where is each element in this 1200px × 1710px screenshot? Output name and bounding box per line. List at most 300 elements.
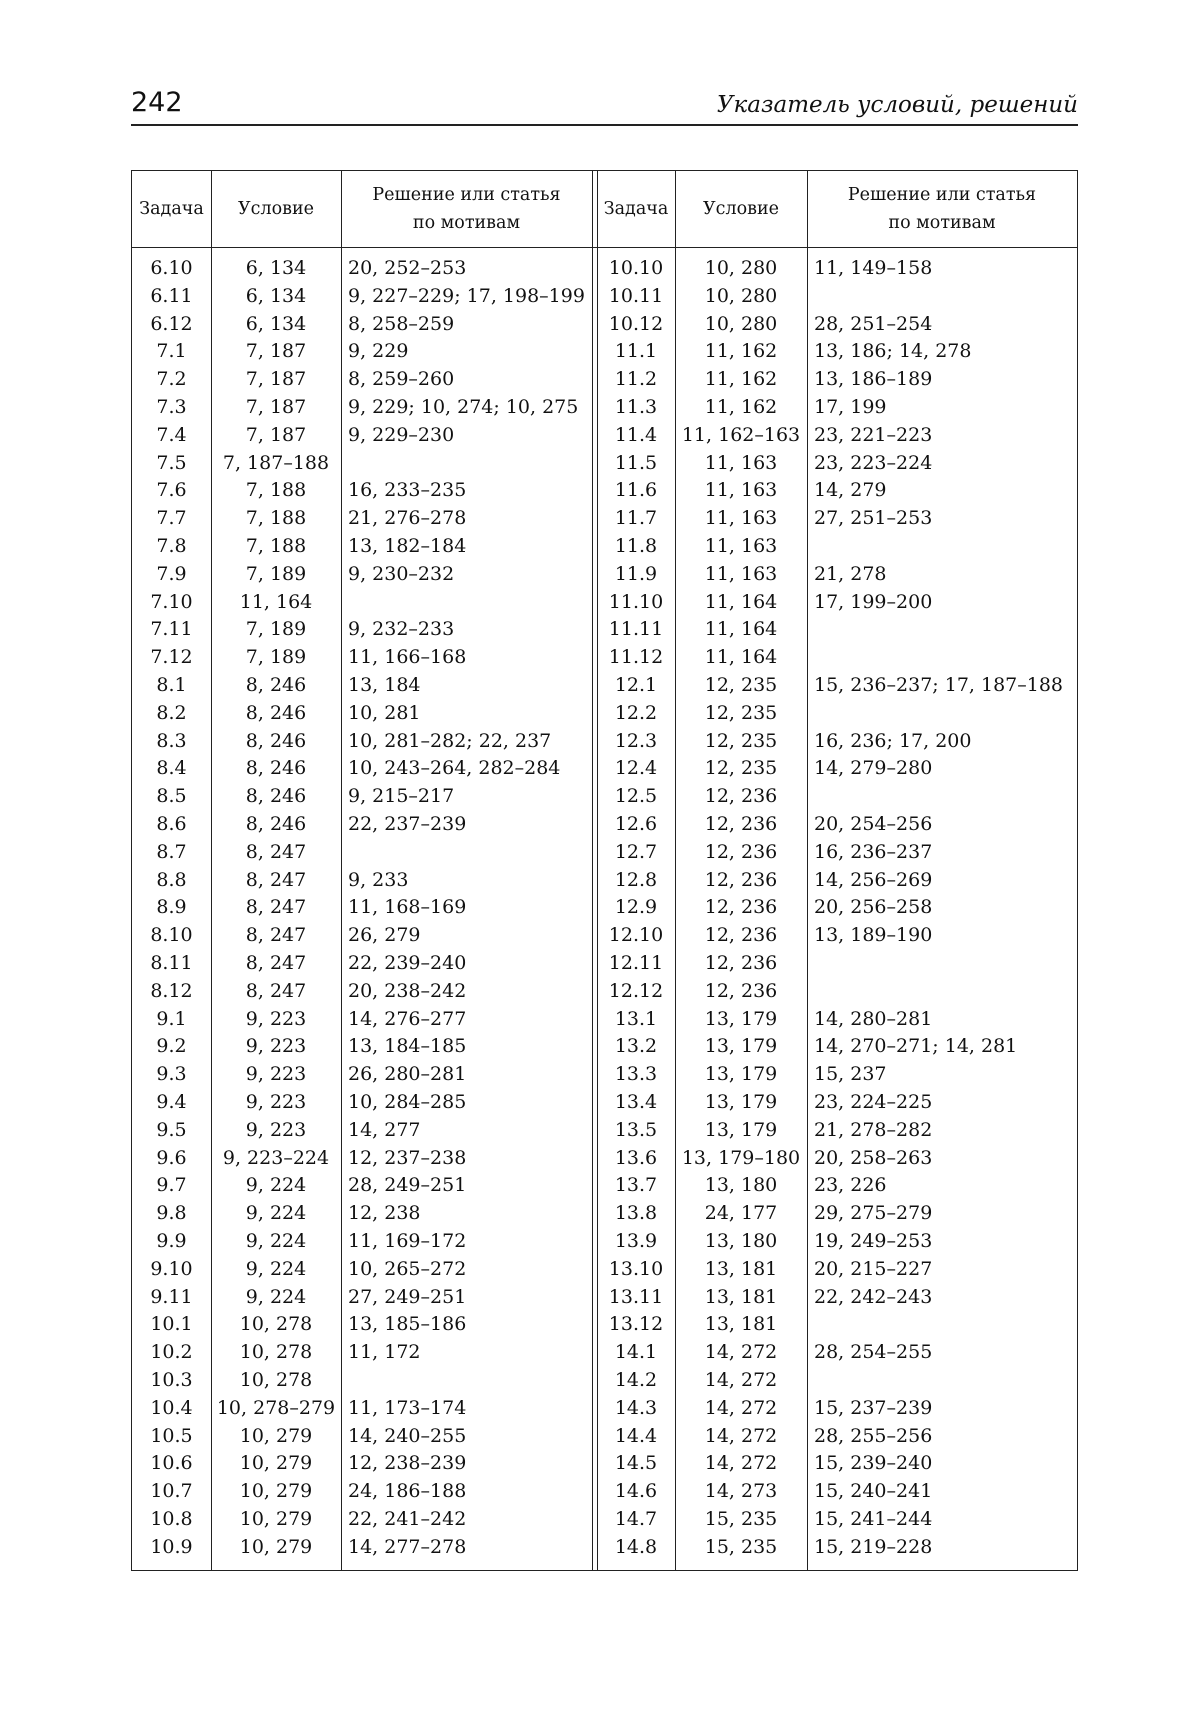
task-cell: 13.11: [597, 1284, 675, 1312]
table-row-right: [132, 1506, 1079, 1534]
solution-cell: 15, 239–240: [807, 1450, 1077, 1478]
table-row-right: [132, 644, 1079, 672]
task-cell: 8.3: [132, 728, 211, 756]
condition-cell: 8, 247: [211, 978, 341, 1006]
table-row-right: [132, 1423, 1079, 1451]
header-condition-right: Условие: [675, 171, 807, 247]
task-cell: 13.12: [597, 1311, 675, 1339]
solution-cell: 14, 277: [341, 1117, 592, 1145]
table-row-right: [132, 783, 1079, 811]
condition-cell: 13, 181: [675, 1311, 807, 1339]
condition-cell: 11, 164: [675, 589, 807, 617]
table-row-right: [132, 1284, 1079, 1312]
task-cell: 11.2: [597, 366, 675, 394]
condition-cell: 11, 162–163: [675, 422, 807, 450]
solution-cell: [807, 1311, 1077, 1339]
condition-cell: 8, 246: [211, 811, 341, 839]
task-cell: 7.4: [132, 422, 211, 450]
condition-cell: 9, 223: [211, 1089, 341, 1117]
condition-cell: 10, 278: [211, 1339, 341, 1367]
solution-cell: 23, 223–224: [807, 450, 1077, 478]
task-cell: 12.11: [597, 950, 675, 978]
solution-cell: 14, 280–281: [807, 1006, 1077, 1034]
table-row-right: [132, 283, 1079, 311]
solution-cell: 10, 281–282; 22, 237: [341, 728, 592, 756]
solution-cell: 10, 243–264, 282–284: [341, 755, 592, 783]
condition-cell: 12, 236: [675, 950, 807, 978]
table-row-right: [132, 1006, 1079, 1034]
solution-cell: 12, 238: [341, 1200, 592, 1228]
table-row-right: [132, 1367, 1079, 1395]
condition-cell: 12, 236: [675, 783, 807, 811]
condition-cell: 9, 223: [211, 1117, 341, 1145]
condition-cell: 11, 164: [675, 616, 807, 644]
solution-cell: 15, 240–241: [807, 1478, 1077, 1506]
solution-cell: 14, 279–280: [807, 755, 1077, 783]
task-cell: 10.10: [597, 255, 675, 283]
table-row-right: [132, 1033, 1079, 1061]
table-row-right: [132, 338, 1079, 366]
solution-cell: 24, 186–188: [341, 1478, 592, 1506]
condition-cell: 10, 279: [211, 1506, 341, 1534]
condition-cell: 9, 224: [211, 1200, 341, 1228]
task-cell: 14.6: [597, 1478, 675, 1506]
task-cell: 11.3: [597, 394, 675, 422]
page-header: [131, 86, 1078, 126]
solution-cell: 14, 279: [807, 477, 1077, 505]
solution-cell: 16, 233–235: [341, 477, 592, 505]
solution-cell: 9, 230–232: [341, 561, 592, 589]
task-cell: 11.7: [597, 505, 675, 533]
task-cell: 9.5: [132, 1117, 211, 1145]
solution-cell: 20, 252–253: [341, 255, 592, 283]
task-cell: 10.7: [132, 1478, 211, 1506]
task-cell: 7.7: [132, 505, 211, 533]
table-row-right: [132, 366, 1079, 394]
table-row-right: [132, 1117, 1079, 1145]
task-cell: 7.12: [132, 644, 211, 672]
solution-cell: 11, 169–172: [341, 1228, 592, 1256]
task-cell: 11.10: [597, 589, 675, 617]
solution-cell: 13, 185–186: [341, 1311, 592, 1339]
table-row-right: [132, 1172, 1079, 1200]
condition-cell: 8, 246: [211, 672, 341, 700]
table-row-right: [132, 922, 1079, 950]
solution-cell: [807, 616, 1077, 644]
solution-cell: 28, 251–254: [807, 311, 1077, 339]
condition-cell: 10, 278: [211, 1367, 341, 1395]
table-row-right: [132, 1339, 1079, 1367]
task-cell: 11.12: [597, 644, 675, 672]
task-cell: 10.1: [132, 1311, 211, 1339]
condition-cell: 8, 246: [211, 700, 341, 728]
table-row-right: [132, 1061, 1079, 1089]
condition-cell: 14, 273: [675, 1478, 807, 1506]
task-cell: 12.2: [597, 700, 675, 728]
task-cell: 7.11: [132, 616, 211, 644]
solution-cell: 11, 173–174: [341, 1395, 592, 1423]
table-row-right: [132, 1200, 1079, 1228]
task-cell: 7.6: [132, 477, 211, 505]
condition-cell: 13, 179: [675, 1006, 807, 1034]
condition-cell: 11, 163: [675, 533, 807, 561]
condition-cell: 13, 179–180: [675, 1145, 807, 1173]
condition-cell: 12, 236: [675, 894, 807, 922]
solution-cell: 13, 184–185: [341, 1033, 592, 1061]
solution-cell: 9, 229; 10, 274; 10, 275: [341, 394, 592, 422]
solution-cell: 26, 280–281: [341, 1061, 592, 1089]
solution-cell: [807, 978, 1077, 1006]
solution-cell: 14, 270–271; 14, 281: [807, 1033, 1077, 1061]
task-cell: 10.3: [132, 1367, 211, 1395]
task-cell: 7.9: [132, 561, 211, 589]
table-row-right: [132, 755, 1079, 783]
task-cell: 9.7: [132, 1172, 211, 1200]
task-cell: 7.5: [132, 450, 211, 478]
task-cell: 13.4: [597, 1089, 675, 1117]
solution-cell: 9, 227–229; 17, 198–199: [341, 283, 592, 311]
table-row-right: [132, 839, 1079, 867]
condition-cell: 12, 236: [675, 978, 807, 1006]
table-row-right: [132, 950, 1079, 978]
condition-cell: 9, 224: [211, 1284, 341, 1312]
task-cell: 10.4: [132, 1395, 211, 1423]
task-cell: 12.9: [597, 894, 675, 922]
condition-cell: 13, 180: [675, 1228, 807, 1256]
table-row-right: [132, 811, 1079, 839]
condition-cell: 11, 163: [675, 450, 807, 478]
task-cell: 8.8: [132, 867, 211, 895]
condition-cell: 11, 162: [675, 366, 807, 394]
task-cell: 13.3: [597, 1061, 675, 1089]
solution-cell: 20, 254–256: [807, 811, 1077, 839]
table-row-right: [132, 505, 1079, 533]
condition-cell: 7, 189: [211, 616, 341, 644]
index-table: [131, 170, 1078, 1571]
condition-cell: 9, 224: [211, 1228, 341, 1256]
solution-cell: 15, 237–239: [807, 1395, 1077, 1423]
condition-cell: 10, 278: [211, 1311, 341, 1339]
task-cell: 14.1: [597, 1339, 675, 1367]
condition-cell: 11, 163: [675, 505, 807, 533]
condition-cell: 11, 163: [675, 561, 807, 589]
solution-cell: [807, 783, 1077, 811]
solution-cell: 22, 239–240: [341, 950, 592, 978]
condition-cell: 9, 223–224: [211, 1145, 341, 1173]
table-row-right: [132, 1228, 1079, 1256]
task-cell: 8.9: [132, 894, 211, 922]
condition-cell: 8, 247: [211, 894, 341, 922]
table-row-right: [132, 1256, 1079, 1284]
task-cell: 8.2: [132, 700, 211, 728]
solution-cell: 10, 281: [341, 700, 592, 728]
solution-cell: [807, 1367, 1077, 1395]
condition-cell: 10, 279: [211, 1423, 341, 1451]
condition-cell: 11, 164: [675, 644, 807, 672]
solution-cell: 22, 241–242: [341, 1506, 592, 1534]
solution-cell: 16, 236–237: [807, 839, 1077, 867]
solution-cell: 12, 238–239: [341, 1450, 592, 1478]
task-cell: 9.11: [132, 1284, 211, 1312]
condition-cell: 12, 235: [675, 755, 807, 783]
condition-cell: 13, 179: [675, 1061, 807, 1089]
task-cell: 12.10: [597, 922, 675, 950]
solution-cell: 22, 242–243: [807, 1284, 1077, 1312]
solution-cell: 21, 278–282: [807, 1117, 1077, 1145]
task-cell: 13.7: [597, 1172, 675, 1200]
solution-cell: [807, 644, 1077, 672]
condition-cell: 12, 236: [675, 839, 807, 867]
task-cell: 13.2: [597, 1033, 675, 1061]
task-cell: 8.6: [132, 811, 211, 839]
condition-cell: 7, 188: [211, 477, 341, 505]
table-row-right: [132, 255, 1079, 283]
condition-cell: 6, 134: [211, 255, 341, 283]
task-cell: 13.6: [597, 1145, 675, 1173]
header-solution-right: Решение или статья по мотивам: [807, 171, 1077, 247]
header-task-right: Задача: [597, 171, 675, 247]
task-cell: 7.2: [132, 366, 211, 394]
condition-cell: 10, 279: [211, 1478, 341, 1506]
task-cell: 12.3: [597, 728, 675, 756]
task-cell: 9.8: [132, 1200, 211, 1228]
solution-cell: 22, 237–239: [341, 811, 592, 839]
condition-cell: 12, 235: [675, 728, 807, 756]
task-cell: 11.5: [597, 450, 675, 478]
solution-cell: 9, 232–233: [341, 616, 592, 644]
condition-cell: 10, 280: [675, 255, 807, 283]
task-cell: 8.5: [132, 783, 211, 811]
condition-cell: 13, 179: [675, 1117, 807, 1145]
condition-cell: 12, 236: [675, 922, 807, 950]
solution-cell: 15, 237: [807, 1061, 1077, 1089]
task-cell: 12.5: [597, 783, 675, 811]
solution-cell: 9, 229: [341, 338, 592, 366]
solution-cell: 17, 199: [807, 394, 1077, 422]
solution-cell: 10, 284–285: [341, 1089, 592, 1117]
table-row-right: [132, 978, 1079, 1006]
solution-cell: 17, 199–200: [807, 589, 1077, 617]
condition-cell: 11, 162: [675, 394, 807, 422]
table-row-right: [132, 311, 1079, 339]
table-row-right: [132, 1395, 1079, 1423]
solution-cell: [807, 950, 1077, 978]
condition-cell: 8, 247: [211, 839, 341, 867]
condition-cell: 15, 235: [675, 1506, 807, 1534]
task-cell: 11.9: [597, 561, 675, 589]
task-cell: 11.1: [597, 338, 675, 366]
condition-cell: 7, 189: [211, 561, 341, 589]
solution-cell: [807, 283, 1077, 311]
task-cell: 10.6: [132, 1450, 211, 1478]
condition-cell: 8, 246: [211, 755, 341, 783]
task-cell: 14.4: [597, 1423, 675, 1451]
condition-cell: 9, 223: [211, 1061, 341, 1089]
solution-cell: 9, 233: [341, 867, 592, 895]
table-row-right: [132, 1311, 1079, 1339]
solution-cell: 15, 236–237; 17, 187–188: [807, 672, 1077, 700]
condition-cell: 13, 180: [675, 1172, 807, 1200]
table-row-right: [132, 1089, 1079, 1117]
task-cell: 10.9: [132, 1534, 211, 1562]
task-cell: 12.8: [597, 867, 675, 895]
solution-cell: 20, 215–227: [807, 1256, 1077, 1284]
table-row-right: [132, 561, 1079, 589]
task-cell: 10.8: [132, 1506, 211, 1534]
condition-cell: 8, 247: [211, 922, 341, 950]
table-row-right: [132, 477, 1079, 505]
solution-cell: 15, 219–228: [807, 1534, 1077, 1562]
condition-cell: 7, 187: [211, 338, 341, 366]
table-row-right: [132, 1478, 1079, 1506]
task-cell: 10.11: [597, 283, 675, 311]
condition-cell: 10, 279: [211, 1450, 341, 1478]
table-row-right: [132, 867, 1079, 895]
task-cell: 9.9: [132, 1228, 211, 1256]
solution-cell: 8, 259–260: [341, 366, 592, 394]
solution-cell: 13, 182–184: [341, 533, 592, 561]
task-cell: 8.11: [132, 950, 211, 978]
task-cell: 12.12: [597, 978, 675, 1006]
task-cell: 13.5: [597, 1117, 675, 1145]
condition-cell: 9, 224: [211, 1256, 341, 1284]
table-row-right: [132, 1450, 1079, 1478]
task-cell: 13.8: [597, 1200, 675, 1228]
condition-cell: 8, 246: [211, 728, 341, 756]
table-row-right: [132, 533, 1079, 561]
condition-cell: 12, 236: [675, 811, 807, 839]
task-cell: 10.5: [132, 1423, 211, 1451]
condition-cell: 10, 278–279: [211, 1395, 341, 1423]
condition-cell: 7, 189: [211, 644, 341, 672]
task-cell: 13.9: [597, 1228, 675, 1256]
condition-cell: 10, 280: [675, 311, 807, 339]
task-cell: 9.10: [132, 1256, 211, 1284]
task-cell: 8.12: [132, 978, 211, 1006]
solution-cell: 21, 276–278: [341, 505, 592, 533]
header-task-left: Задача: [132, 171, 211, 247]
task-cell: 12.1: [597, 672, 675, 700]
solution-cell: 27, 249–251: [341, 1284, 592, 1312]
solution-cell: 28, 249–251: [341, 1172, 592, 1200]
page-number: 242: [131, 86, 183, 120]
task-cell: 7.8: [132, 533, 211, 561]
solution-cell: 8, 258–259: [341, 311, 592, 339]
condition-cell: 6, 134: [211, 311, 341, 339]
solution-cell: 28, 255–256: [807, 1423, 1077, 1451]
task-cell: 9.4: [132, 1089, 211, 1117]
condition-cell: 14, 272: [675, 1367, 807, 1395]
solution-cell: 23, 226: [807, 1172, 1077, 1200]
solution-cell: 14, 277–278: [341, 1534, 592, 1562]
task-cell: 14.7: [597, 1506, 675, 1534]
table-row-right: [132, 672, 1079, 700]
task-cell: 9.3: [132, 1061, 211, 1089]
task-cell: 9.6: [132, 1145, 211, 1173]
table-row-right: [132, 894, 1079, 922]
task-cell: 8.7: [132, 839, 211, 867]
running-title: Указатель условий, решений: [717, 90, 1078, 120]
solution-cell: 13, 189–190: [807, 922, 1077, 950]
task-cell: 9.1: [132, 1006, 211, 1034]
condition-cell: 9, 224: [211, 1172, 341, 1200]
task-cell: 8.10: [132, 922, 211, 950]
table-row-right: [132, 589, 1079, 617]
condition-cell: 11, 163: [675, 477, 807, 505]
task-cell: 8.4: [132, 755, 211, 783]
task-cell: 6.10: [132, 255, 211, 283]
solution-cell: 13, 184: [341, 672, 592, 700]
condition-cell: 11, 164: [211, 589, 341, 617]
solution-cell: 23, 221–223: [807, 422, 1077, 450]
table-row-right: [132, 700, 1079, 728]
condition-cell: 12, 235: [675, 672, 807, 700]
solution-cell: 14, 276–277: [341, 1006, 592, 1034]
condition-cell: 15, 235: [675, 1534, 807, 1562]
condition-cell: 12, 236: [675, 867, 807, 895]
solution-cell: [807, 700, 1077, 728]
condition-cell: 8, 246: [211, 783, 341, 811]
task-cell: 14.8: [597, 1534, 675, 1562]
solution-cell: 14, 256–269: [807, 867, 1077, 895]
task-cell: 10.2: [132, 1339, 211, 1367]
solution-cell: 21, 278: [807, 561, 1077, 589]
condition-cell: 14, 272: [675, 1395, 807, 1423]
solution-cell: 26, 279: [341, 922, 592, 950]
condition-cell: 24, 177: [675, 1200, 807, 1228]
condition-cell: 8, 247: [211, 867, 341, 895]
task-cell: 14.3: [597, 1395, 675, 1423]
solution-cell: 16, 236; 17, 200: [807, 728, 1077, 756]
solution-cell: 11, 172: [341, 1339, 592, 1367]
condition-cell: 7, 187: [211, 394, 341, 422]
table-row-right: [132, 616, 1079, 644]
task-cell: 11.4: [597, 422, 675, 450]
solution-cell: [807, 533, 1077, 561]
solution-cell: 13, 186; 14, 278: [807, 338, 1077, 366]
condition-cell: 13, 181: [675, 1284, 807, 1312]
condition-cell: 14, 272: [675, 1450, 807, 1478]
condition-cell: 11, 162: [675, 338, 807, 366]
condition-cell: 14, 272: [675, 1423, 807, 1451]
solution-cell: 11, 149–158: [807, 255, 1077, 283]
task-cell: 14.5: [597, 1450, 675, 1478]
table-row-right: [132, 728, 1079, 756]
solution-cell: 11, 166–168: [341, 644, 592, 672]
solution-cell: 23, 224–225: [807, 1089, 1077, 1117]
task-cell: 13.10: [597, 1256, 675, 1284]
task-cell: 8.1: [132, 672, 211, 700]
solution-cell: 20, 238–242: [341, 978, 592, 1006]
table-row-right: [132, 1145, 1079, 1173]
condition-cell: 7, 188: [211, 505, 341, 533]
task-cell: 10.12: [597, 311, 675, 339]
header-rule: [132, 247, 1077, 248]
solution-cell: 9, 229–230: [341, 422, 592, 450]
task-cell: 7.1: [132, 338, 211, 366]
solution-cell: 28, 254–255: [807, 1339, 1077, 1367]
task-cell: 9.2: [132, 1033, 211, 1061]
condition-cell: 12, 235: [675, 700, 807, 728]
table-row-right: [132, 422, 1079, 450]
solution-cell: 15, 241–244: [807, 1506, 1077, 1534]
solution-cell: 9, 215–217: [341, 783, 592, 811]
solution-cell: 13, 186–189: [807, 366, 1077, 394]
header-condition-left: Условие: [211, 171, 341, 247]
solution-cell: 12, 237–238: [341, 1145, 592, 1173]
condition-cell: 7, 187: [211, 422, 341, 450]
task-cell: 12.7: [597, 839, 675, 867]
